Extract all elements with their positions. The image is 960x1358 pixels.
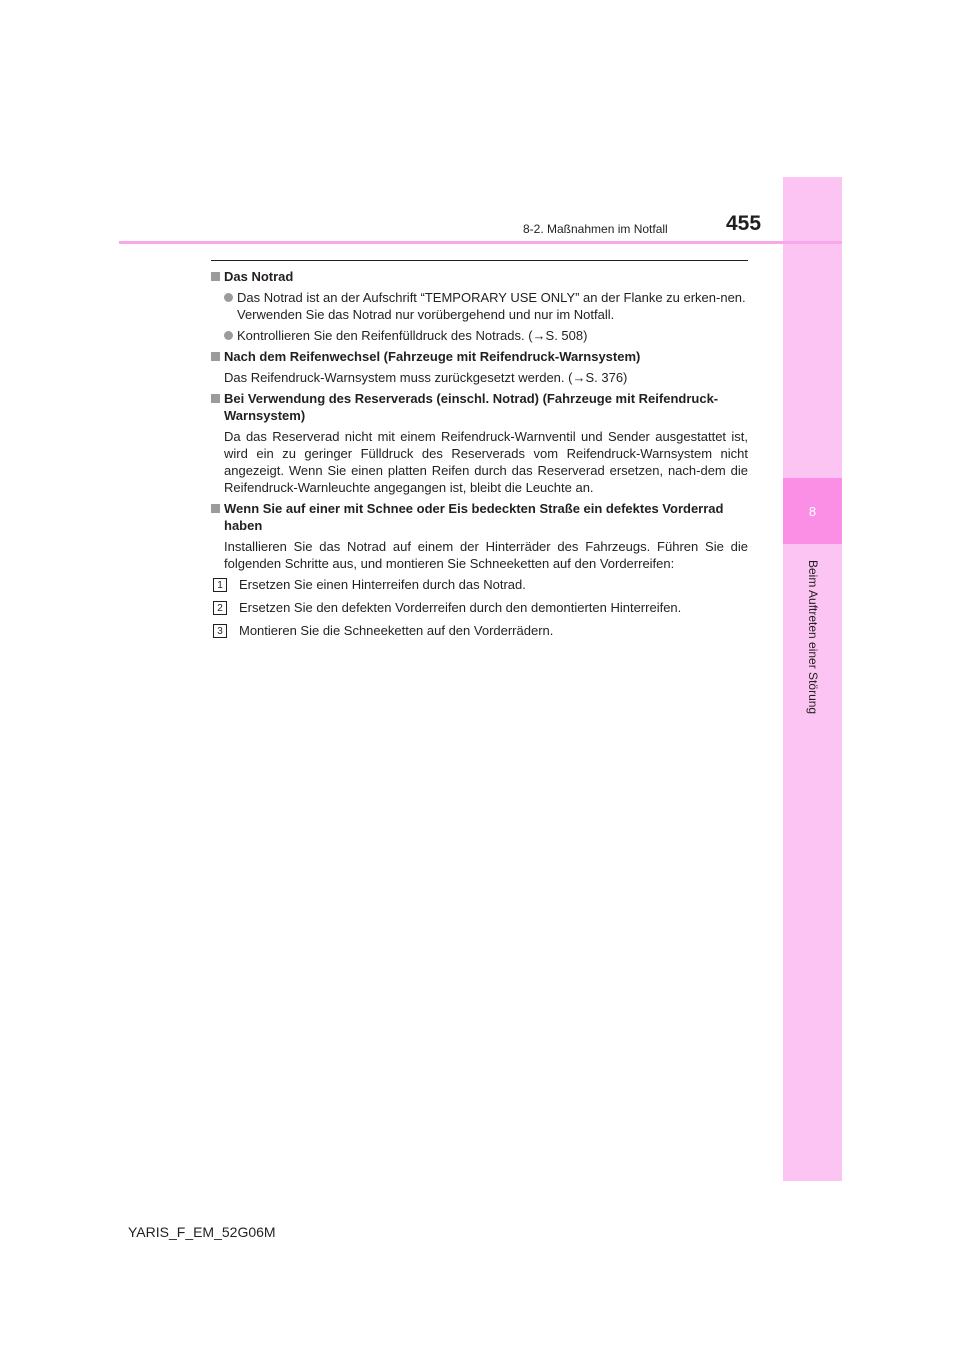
bullet-text: Kontrollieren Sie den Reifenfülldruck des Notrads. (→S. 508) <box>237 328 588 343</box>
section-spare-wheel <box>211 268 748 285</box>
step-text: Ersetzen Sie einen Hinterreifen durch das Notrad. <box>239 577 526 592</box>
page-number: 455 <box>726 212 762 235</box>
chapter-title: Beim Auftreten einer Störung <box>806 560 820 715</box>
square-bullet-icon <box>211 504 220 513</box>
section-title: Nach dem Reifenwechsel (Fahrzeuge mit Reifendruck-Warnsystem) <box>224 349 641 364</box>
step-number-box: 1 <box>213 578 227 592</box>
section-heading: 8-2. Maßnahmen im Notfall <box>523 222 668 236</box>
square-bullet-icon <box>211 272 220 281</box>
content-top-rule <box>211 260 748 261</box>
section-title: Bei Verwendung des Reserverads (einschl. Notrad) (Fahrzeuge mit Reifendruck-Warnsystem) <box>224 391 719 423</box>
bullet-item <box>224 289 748 323</box>
step-item <box>213 576 748 593</box>
section-spare-use <box>211 390 748 424</box>
step-number-box: 3 <box>213 624 227 638</box>
section-text: Da das Reserverad nicht mit einem Reifendruck-Warnventil und Sender ausgestattet ist, wird ein zu geringer Fülldruck des Reserverads vom Reifendruck-Warnsystem nicht angezeigt. Wenn Sie einen platten Reifen durch das Reserverad ersetzen, nach-dem die Reifendruck-Warnleuchte angegangen ist, bleibt die Leuchte an. <box>224 429 748 495</box>
square-bullet-icon <box>211 394 220 403</box>
section-text: Das Reifendruck-Warnsystem muss zurückgesetzt werden. (→S. 376) <box>224 370 628 385</box>
circle-bullet-icon <box>224 331 233 340</box>
chapter-number: 8 <box>808 503 817 519</box>
header-rule <box>119 241 842 244</box>
step-number-box: 2 <box>213 601 227 615</box>
step-text: Ersetzen Sie den defekten Vorderreifen durch den demontierten Hinterreifen. <box>239 600 682 615</box>
section-title: Wenn Sie auf einer mit Schnee oder Eis bedeckten Straße ein defektes Vorderrad haben <box>224 501 724 533</box>
bullet-item <box>224 327 748 344</box>
step-item <box>213 599 748 616</box>
circle-bullet-icon <box>224 293 233 302</box>
bullet-text: Das Notrad ist an der Aufschrift “TEMPORARY USE ONLY” an der Flanke zu erken-nen. <box>237 290 746 305</box>
section-title: Das Notrad <box>224 269 294 284</box>
document-code: YARIS_F_EM_52G06M <box>128 1224 276 1240</box>
square-bullet-icon <box>211 352 220 361</box>
bullet-text: Verwenden Sie das Notrad nur vorübergehend und nur im Notfall. <box>237 307 615 322</box>
page-content <box>211 268 748 645</box>
chapter-number-tab <box>783 478 842 544</box>
section-after-tire-change <box>211 348 748 365</box>
step-item <box>213 622 748 639</box>
section-text: Installieren Sie das Notrad auf einem der Hinterräder des Fahrzeugs. Führen Sie die folgenden Schritte aus, und montieren Sie Schneeketten auf den Vorderreifen: <box>224 539 748 571</box>
step-text: Montieren Sie die Schneeketten auf den Vorderrädern. <box>239 623 554 638</box>
section-snow-ice <box>211 500 748 534</box>
